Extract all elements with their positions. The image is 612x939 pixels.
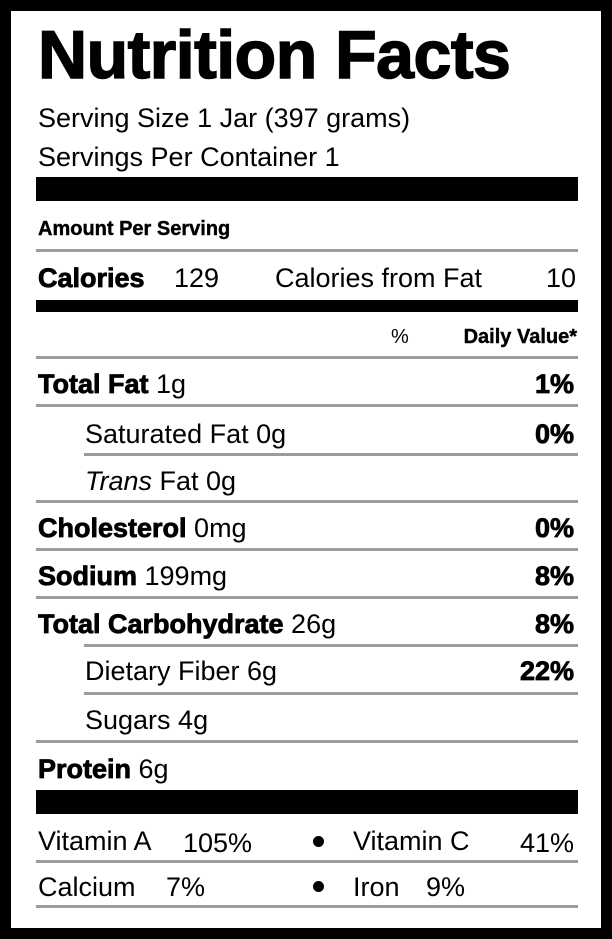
divider: [36, 548, 578, 551]
total-carb-dv: 8%: [534, 609, 574, 639]
protein-row: [38, 754, 169, 784]
vitamin-c-value: 41%: [519, 828, 574, 858]
divider: [84, 692, 578, 695]
divider: [36, 740, 578, 743]
trans-fat-row: [85, 466, 236, 496]
divider: [36, 905, 578, 908]
serving-size: Serving Size 1 Jar (397 grams): [38, 103, 411, 133]
divider: [36, 596, 578, 599]
iron-label: Iron: [353, 872, 400, 902]
divider: [36, 249, 578, 252]
calcium-label: Calcium: [38, 872, 136, 902]
divider: [36, 356, 578, 359]
divider: [36, 404, 578, 407]
total-carb-amount: 26g: [291, 609, 337, 639]
calcium-value: 7%: [166, 872, 206, 902]
total-fat-row: [38, 369, 186, 399]
calories-label: Calories: [38, 263, 145, 293]
medium-divider: [36, 300, 578, 312]
iron-value: 9%: [426, 872, 466, 902]
divider: [36, 860, 578, 863]
divider: [84, 453, 578, 456]
total-fat-label: Total Fat: [38, 369, 149, 399]
protein-label: Protein: [38, 754, 132, 784]
sugars-label: Sugars 4g: [85, 705, 209, 735]
servings-per-container: Servings Per Container 1: [38, 142, 340, 172]
vitamin-c-label: Vitamin C: [353, 826, 470, 856]
protein-amount: 6g: [138, 754, 169, 784]
calories-value: 129: [174, 263, 220, 293]
saturated-fat-dv: 0%: [534, 419, 574, 449]
label-title: Nutrition Facts: [38, 17, 511, 93]
trans-fat-italic: Trans: [85, 466, 153, 496]
bullet-icon: [313, 881, 324, 892]
calories-from-fat-label: Calories from Fat: [275, 263, 483, 293]
vitamin-a-label: Vitamin A: [38, 826, 152, 856]
sodium-amount: 199mg: [144, 561, 228, 591]
divider: [84, 644, 578, 647]
total-carb-label: Total Carbohydrate: [38, 609, 284, 639]
trans-fat-label: Fat 0g: [159, 466, 237, 496]
fiber-label: Dietary Fiber 6g: [85, 656, 278, 686]
dv-percent-sign: %: [391, 326, 409, 348]
thick-divider-bottom: [36, 790, 578, 814]
vitamin-a-value: 105%: [183, 828, 253, 858]
amount-per-serving: Amount Per Serving: [38, 218, 231, 240]
fiber-dv: 22%: [519, 656, 574, 686]
calories-from-fat-value: 10: [545, 263, 576, 293]
saturated-fat-label: Saturated Fat 0g: [85, 419, 287, 449]
cholesterol-label: Cholesterol: [38, 513, 187, 543]
sodium-dv: 8%: [534, 561, 574, 591]
sodium-row: [38, 561, 227, 591]
divider: [36, 500, 578, 503]
sodium-label: Sodium: [38, 561, 137, 591]
thick-divider-top: [36, 177, 578, 201]
cholesterol-row: [38, 513, 247, 543]
total-carb-row: [38, 609, 336, 639]
cholesterol-amount: 0mg: [194, 513, 247, 543]
bullet-icon: [313, 836, 324, 847]
total-fat-amount: 1g: [156, 369, 187, 399]
daily-value-header: Daily Value*: [463, 326, 577, 348]
cholesterol-dv: 0%: [534, 513, 574, 543]
total-fat-dv: 1%: [534, 369, 574, 399]
